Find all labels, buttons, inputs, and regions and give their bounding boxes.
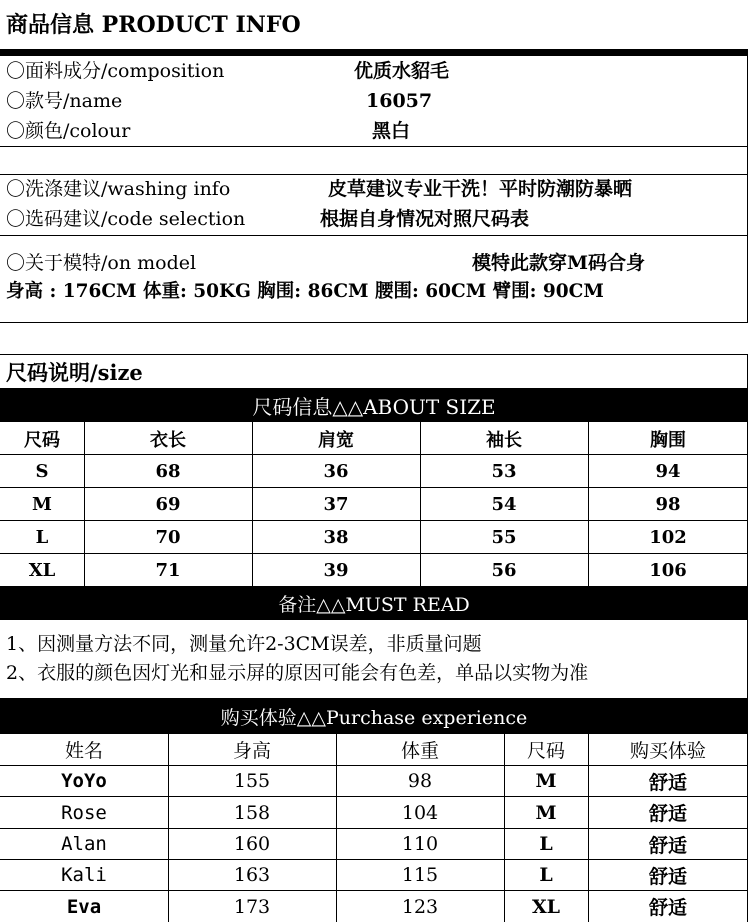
purchase-header: 购买体验	[629, 740, 706, 762]
washing-label: 〇洗涤建议/washing info	[6, 178, 231, 200]
purchase-cell: M	[535, 801, 557, 824]
size-header: 袖长	[486, 429, 522, 451]
purchase-title: 购买体验△△Purchase experience	[220, 706, 528, 729]
on-model-label: 〇关于模特/on model	[6, 252, 197, 274]
purchase-header: 尺码	[526, 740, 565, 762]
size-cell: 68	[155, 460, 181, 482]
size-cell: 53	[491, 460, 517, 482]
purchase-cell: 104	[401, 801, 439, 824]
purchase-title-bar	[0, 698, 748, 734]
purchase-cell: 110	[401, 833, 439, 855]
washing-value: 皮草建议专业干洗！平时防潮防暴晒	[328, 178, 633, 200]
size-cell: 106	[649, 559, 687, 581]
purchase-cell: 173	[233, 895, 271, 918]
purchase-cell: M	[535, 770, 557, 792]
row-divider	[0, 174, 748, 175]
purchase-cell: 舒适	[648, 834, 687, 857]
note-item: 1、因测量方法不同，测量允许2-3CM误差，非质量问题	[6, 633, 482, 655]
size-cell: L	[35, 526, 49, 548]
purchase-cell: Eva	[66, 895, 102, 918]
colour-label: 〇颜色/colour	[6, 120, 131, 142]
notes-title: 备注△△MUST READ	[278, 593, 470, 616]
purchase-cell: L	[539, 864, 553, 886]
size-cell: 36	[323, 460, 349, 482]
on-model-value: 模特此款穿M码合身	[472, 252, 646, 274]
product-info-title: 商品信息 PRODUCT INFO	[6, 12, 301, 38]
size-table-title-bar	[0, 388, 748, 422]
colour-value: 黑白	[372, 120, 411, 142]
size-cell: 37	[323, 493, 349, 515]
code-selection-value: 根据自身情况对照尺码表	[320, 208, 530, 230]
size-header: 胸围	[650, 429, 686, 451]
size-section-title: 尺码说明/size	[6, 360, 143, 385]
purchase-cell: Rose	[61, 801, 107, 824]
purchase-cell: 舒适	[648, 803, 687, 825]
purchase-cell: 160	[233, 833, 271, 855]
purchase-cell: 158	[233, 801, 271, 824]
size-table-title: 尺码信息△△ABOUT SIZE	[252, 394, 496, 419]
purchase-cell: 舒适	[648, 865, 687, 888]
composition-label: 〇面料成分/composition	[6, 60, 225, 82]
size-header: 肩宽	[318, 429, 354, 451]
purchase-cell: XL	[531, 895, 561, 918]
purchase-cell: 舒适	[648, 897, 687, 919]
size-cell: 39	[323, 559, 349, 581]
model-measurements: 身高 : 176CM 体重: 50KG 胸围: 86CM 腰围: 60CM 臂围: 90CM	[6, 281, 604, 302]
section-divider	[0, 49, 748, 56]
size-cell: XL	[28, 559, 56, 581]
size-cell: 54	[491, 493, 517, 515]
size-cell: 70	[155, 526, 181, 548]
row-divider	[0, 322, 748, 323]
code-selection-label: 〇选码建议/code selection	[6, 208, 246, 230]
size-cell: 98	[655, 493, 681, 515]
row-divider	[0, 235, 748, 236]
purchase-cell: L	[539, 833, 553, 855]
size-header: 尺码	[24, 429, 60, 451]
purchase-cell: Alan	[61, 833, 107, 855]
purchase-header: 姓名	[64, 740, 103, 762]
name-label: 〇款号/name	[6, 90, 123, 112]
purchase-header: 体重	[400, 740, 439, 762]
purchase-cell: 155	[233, 770, 271, 792]
purchase-cell: 98	[407, 770, 433, 792]
size-cell: 102	[649, 526, 687, 548]
purchase-cell: Kali	[61, 864, 107, 886]
size-cell: 38	[323, 526, 349, 548]
composition-value: 优质水貂毛	[354, 60, 450, 82]
size-header: 衣长	[150, 429, 186, 451]
purchase-cell: 123	[401, 895, 439, 918]
size-cell: M	[32, 493, 52, 515]
name-value: 16057	[366, 90, 433, 112]
row-divider	[0, 146, 748, 147]
purchase-header: 身高	[232, 740, 271, 762]
purchase-cell: 舒适	[648, 771, 687, 794]
size-cell: 94	[655, 460, 681, 482]
row-divider	[0, 354, 748, 355]
notes-title-bar	[0, 586, 748, 620]
size-cell: 69	[155, 493, 181, 515]
purchase-cell: 115	[401, 864, 439, 886]
size-cell: 71	[155, 559, 181, 581]
purchase-cell: 163	[233, 864, 271, 886]
size-cell: 56	[491, 559, 517, 581]
purchase-cell: YoYo	[61, 770, 107, 792]
note-item: 2、衣服的颜色因灯光和显示屏的原因可能会有色差，单品以实物为准	[6, 662, 589, 684]
size-cell: S	[35, 460, 49, 482]
size-cell: 55	[491, 526, 517, 548]
